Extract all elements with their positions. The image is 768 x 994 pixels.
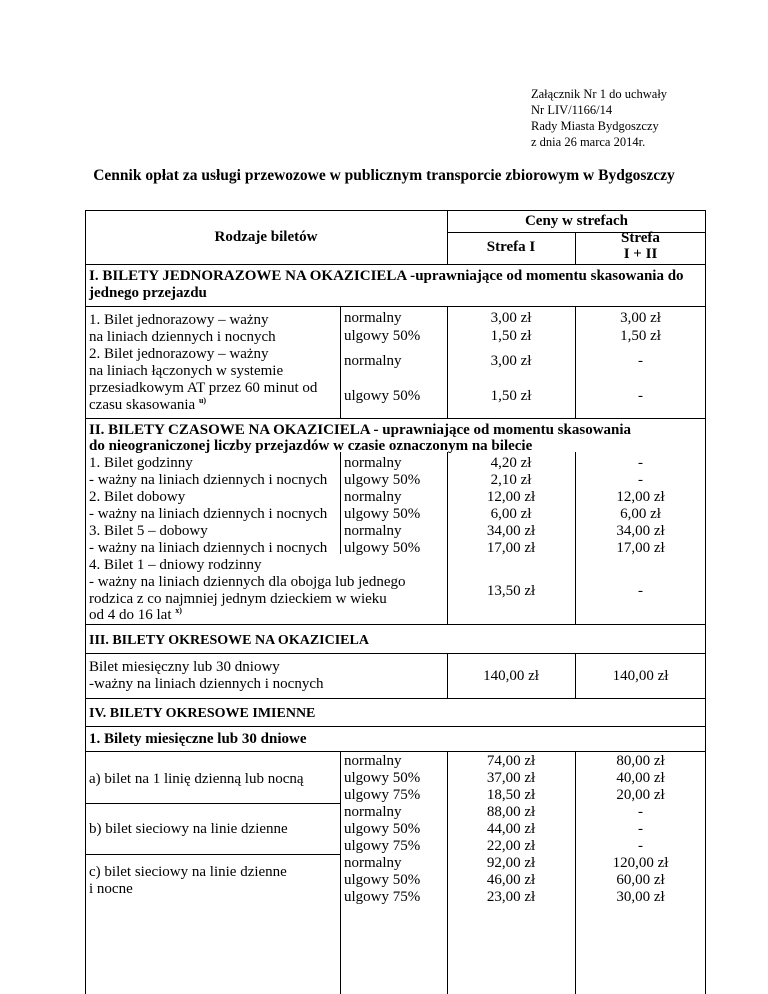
ticket-hourly-line1: 1. Bilet godzinny: [89, 455, 193, 471]
ticket-monthly-bearer-line1: Bilet miesięczny lub 30 dniowy: [89, 659, 280, 675]
ticket-type: ulgowy 50%: [344, 872, 421, 888]
table-divider: [85, 698, 706, 699]
ticket-single-line1: 1. Bilet jednorazowy – ważny: [89, 312, 269, 328]
price-zone-1-2: 12,00 zł: [616, 489, 665, 505]
price-zone-1: 3,00 zł: [490, 353, 532, 369]
price-zone-1-2: 3,00 zł: [620, 310, 661, 326]
price-zone-1: 1,50 zł: [490, 388, 532, 404]
table-divider: [85, 803, 341, 804]
annex-line: Rady Miasta Bydgoszczy: [531, 119, 659, 133]
price-zone-1-2: -: [638, 353, 643, 369]
footnote-x: x): [175, 606, 182, 615]
price-zone-1-2: -: [638, 472, 643, 488]
price-zone-1: 140,00 zł: [483, 668, 539, 684]
footnote-u: u): [198, 396, 207, 405]
price-zone-1: 4,20 zł: [490, 455, 532, 471]
ticket-type: ulgowy 50%: [344, 328, 421, 344]
header-ticket-types: Rodzaje biletów: [214, 229, 318, 245]
ticket-transfer-line2: na liniach łączonych w systemie: [89, 363, 284, 379]
price-zone-1-2: 40,00 zł: [616, 770, 665, 786]
section-1-heading-line2: jednego przejazdu: [89, 285, 207, 301]
annex-note: [531, 86, 667, 150]
ticket-5day-line2: - ważny na liniach dziennych i nocnych: [89, 540, 328, 556]
price-zone-1-2: 60,00 zł: [616, 872, 665, 888]
section-4-subheading: 1. Bilety miesięczne lub 30 dniowe: [89, 731, 307, 747]
price-zone-1: 13,50 zł: [486, 583, 536, 599]
section-2-heading: II. BILETY CZASOWE NA OKAZICIELA - uprawniające od momentu skasowania: [89, 422, 632, 438]
ticket-type: ulgowy 50%: [344, 540, 421, 556]
price-zone-1: 88,00 zł: [486, 804, 536, 820]
table-divider: [85, 418, 706, 419]
price-zone-1: 74,00 zł: [486, 753, 536, 769]
price-zone-1: 22,00 zł: [486, 838, 536, 854]
annex-line: z dnia 26 marca 2014r.: [531, 135, 646, 149]
section-3-heading: III. BILETY OKRESOWE NA OKAZICIELA: [89, 633, 369, 648]
price-zone-1: 2,10 zł: [490, 472, 532, 488]
header-prices-in-zones: Ceny w strefach: [524, 213, 629, 229]
price-zone-1-2: -: [638, 838, 643, 854]
table-divider: [85, 306, 706, 307]
price-zone-1-2: -: [638, 455, 643, 471]
price-zone-1-2: 1,50 zł: [620, 328, 661, 344]
page-title: Cennik opłat za usługi przewozowe w publicznym transporcie zbiorowym w Bydgoszczy: [93, 167, 675, 184]
price-zone-1-2: -: [638, 821, 643, 837]
header-zone-1-2: I + II: [623, 246, 658, 262]
price-zone-1-2: 17,00 zł: [616, 540, 665, 556]
ticket-type: ulgowy 75%: [344, 787, 421, 803]
ticket-type: normalny: [344, 523, 402, 539]
price-zone-1: 37,00 zł: [486, 770, 536, 786]
ticket-type: normalny: [344, 455, 402, 471]
price-zone-1-2: 80,00 zł: [616, 753, 665, 769]
section-1-heading-bold: I. BILETY JEDNORAZOWE NA OKAZICIELA -: [89, 268, 416, 284]
ticket-type: ulgowy 75%: [344, 889, 421, 905]
ticket-family-line4: [89, 607, 182, 624]
ticket-type: normalny: [344, 353, 402, 369]
ticket-type: normalny: [344, 855, 402, 871]
price-zone-1-2: 140,00 zł: [612, 668, 669, 684]
price-zone-1: 12,00 zł: [486, 489, 536, 505]
price-zone-1-2: 120,00 zł: [612, 855, 669, 871]
price-zone-1: 44,00 zł: [486, 821, 536, 837]
ticket-family-line2: - ważny na liniach dziennych dla obojga lub jednego: [89, 574, 406, 590]
ticket-type: ulgowy 50%: [344, 472, 421, 488]
price-zone-1: 18,50 zł: [486, 787, 536, 803]
ticket-transfer-line1: 2. Bilet jednorazowy – ważny: [89, 346, 269, 362]
table-divider: [85, 624, 706, 625]
price-zone-1-2: 6,00 zł: [620, 506, 661, 522]
ticket-transfer-line4-text: czasu skasowania: [89, 397, 196, 413]
price-zone-1-2: -: [638, 583, 643, 599]
table-divider: [85, 854, 341, 855]
ticket-type: normalny: [344, 489, 402, 505]
ticket-network-day-night-pass-line1: c) bilet sieciowy na linie dzienne: [89, 864, 287, 880]
ticket-monthly-bearer-line2: -ważny na liniach dziennych i nocnych: [89, 676, 324, 692]
price-zone-1: 3,00 zł: [490, 310, 532, 326]
price-zone-1-2: 30,00 zł: [616, 889, 665, 905]
header-zone-1: Strefa I: [486, 239, 536, 255]
price-zone-1: 17,00 zł: [486, 540, 536, 556]
price-zone-1: 1,50 zł: [490, 328, 532, 344]
ticket-network-day-night-pass-line2: i nocne: [89, 881, 133, 897]
table-divider: [340, 452, 341, 554]
ticket-family-line1: 4. Bilet 1 – dniowy rodzinny: [89, 557, 262, 573]
annex-line: Załącznik Nr 1 do uchwały: [531, 87, 668, 101]
ticket-family-line3: rodzica z co najmniej jednym dzieckiem w wieku: [89, 591, 387, 607]
table-divider: [85, 751, 706, 752]
price-zone-1: 23,00 zł: [486, 889, 536, 905]
ticket-daily-line1: 2. Bilet dobowy: [89, 489, 186, 505]
table-divider: [85, 264, 706, 265]
table-border: [85, 210, 86, 994]
ticket-type: ulgowy 50%: [344, 770, 421, 786]
ticket-type: ulgowy 50%: [344, 821, 421, 837]
ticket-transfer-line4: [89, 397, 206, 414]
ticket-single-line-pass: a) bilet na 1 linię dzienną lub nocną: [89, 771, 304, 787]
table-divider: [85, 653, 706, 654]
ticket-family-line4-text: od 4 do 16 lat: [89, 607, 172, 623]
ticket-type: normalny: [344, 310, 402, 326]
ticket-daily-line2: - ważny na liniach dziennych i nocnych: [89, 506, 328, 522]
price-zone-1: 46,00 zł: [486, 872, 536, 888]
table-border: [85, 210, 706, 211]
ticket-5day-line1: 3. Bilet 5 – dobowy: [89, 523, 208, 539]
ticket-hourly-line2: - ważny na liniach dziennych i nocnych: [89, 472, 328, 488]
annex-line: Nr LIV/1166/14: [531, 103, 613, 117]
price-zone-1-2: -: [638, 388, 643, 404]
table-divider: [340, 306, 341, 418]
ticket-type: ulgowy 50%: [344, 506, 421, 522]
price-zone-1: 6,00 zł: [490, 506, 532, 522]
section-2-heading-line2: do nieograniczonej liczby przejazdów w czasie oznaczonym na bilecie: [89, 438, 533, 454]
section-1-heading-rest: uprawniające od momentu skasowania do: [415, 268, 684, 284]
ticket-transfer-line3: przesiadkowym AT przez 60 minut od: [89, 380, 318, 396]
table-divider: [340, 751, 341, 994]
ticket-single-line2: na liniach dziennych i nocnych: [89, 329, 276, 345]
price-zone-1-2: 20,00 zł: [616, 787, 665, 803]
section-4-heading: IV. BILETY OKRESOWE IMIENNE: [89, 706, 316, 721]
ticket-type: normalny: [344, 753, 402, 769]
price-zone-1: 92,00 zł: [486, 855, 536, 871]
price-zone-1: 34,00 zł: [486, 523, 536, 539]
table-divider: [85, 726, 706, 727]
section-1-heading: [89, 268, 684, 285]
ticket-type: ulgowy 50%: [344, 388, 421, 404]
ticket-type: normalny: [344, 804, 402, 820]
price-zone-1-2: -: [638, 804, 643, 820]
ticket-type: ulgowy 75%: [344, 838, 421, 854]
price-zone-1-2: 34,00 zł: [616, 523, 665, 539]
ticket-network-day-pass: b) bilet sieciowy na linie dzienne: [89, 821, 288, 837]
header-zone-1-2: Strefa: [621, 230, 660, 246]
